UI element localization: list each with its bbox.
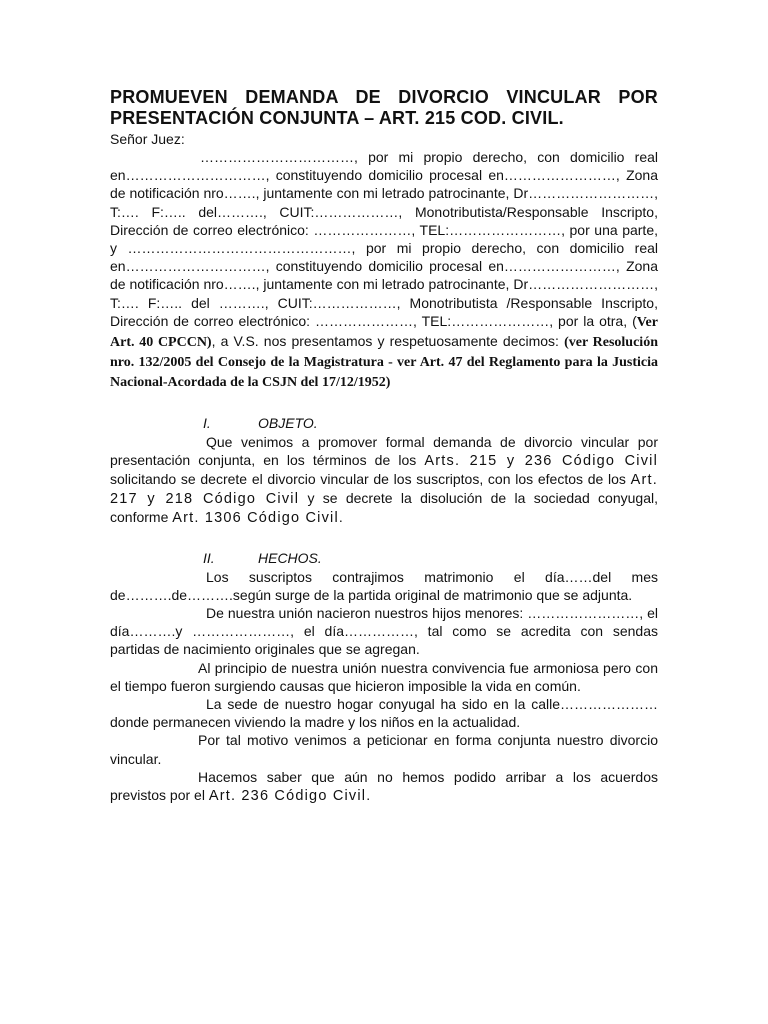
salutation: Señor Juez:	[110, 131, 185, 147]
document-page	[110, 87, 658, 805]
hechos-text-3: Al principio de nuestra unión nuestra convivencia fue armoniosa pero con el tiempo fueron surgiendo causas que hicieron imposible la vida en común.	[110, 659, 658, 694]
section-number: II.	[203, 549, 215, 566]
intro-ref-cpccn: Ver Art. 40 CPCCN)	[110, 314, 658, 351]
title-line-1: PROMUEVEN DEMANDA DE DIVORCIO VINCULAR POR	[110, 87, 658, 107]
document-title	[110, 87, 658, 129]
objeto-text-2: solicitando se decrete el divorcio vincular de los suscriptos, con los efectos de los	[110, 471, 631, 488]
hechos-paragraph-6	[110, 768, 658, 805]
objeto-text-1: Que venimos a promover formal demanda de divorcio vincular por presentación conjunta, en los términos de los	[110, 433, 658, 468]
hechos-paragraph-3	[110, 659, 658, 695]
intro-paragraph	[110, 148, 658, 393]
hechos-text-2: De nuestra unión nacieron nuestros hijos menores: ……………………, el día……….y …………………, el día……………, tal como se acredita con sendas partidas de nacimiento originales que se agregan.	[110, 605, 658, 658]
hechos-text-6-end: .	[366, 787, 371, 804]
intro-text-1: ……………………………, por mi propio derecho, con domicilio real en…………………………, constituyendo domicilio procesal en……………………, Zona de notificación nro……., juntamente con mi letrado patrocinante, Dr………………………, T:…. F:….. del………., CUIT:………………, Monotributista/Responsable Inscripto, Dirección de correo electrónico: …………………, TEL:……………………, por una parte, y …………………………………………, por mi propio derecho, con domicilio real en…………………………, constituyendo domicilio procesal en……………………, Zona de notificación nro……., juntamente con mi letrado patrocinante, Dr………………………, T:…. F:….. del ………., CUIT:………………, Monotributista /Responsable Inscripto, Dirección de correo electrónico: …………………, TEL:…………………, por la otra, (	[110, 149, 658, 329]
objeto-article-2: Art. 217 y 218 Código Civil	[110, 472, 658, 508]
intro-ref-resolucion: (ver Resolución nro. 132/2005 del Consejo de la Magistratura - ver Art. 47 del Reglamento para la Justicia Nacional-Acordada de la CSJN del 17/12/1952)	[110, 335, 658, 391]
hechos-text-4: La sede de nuestro hogar conyugal ha sido en la calle…………………donde permanecen viviendo la madre y los niños en la actualidad.	[110, 696, 658, 731]
section-hechos-heading	[110, 548, 658, 568]
objeto-article-3: Art. 1306 Código Civil	[172, 510, 339, 527]
hechos-paragraph-1	[110, 568, 658, 604]
hechos-paragraph-5	[110, 731, 658, 767]
intro-text-2: , a V.S. nos presentamos y respetuosamente decimos:	[211, 333, 565, 350]
section-title: HECHOS.	[258, 549, 322, 566]
hechos-text-1: Los suscriptos contrajimos matrimonio el día……del mes de……….de……….según surge de la partida original de matrimonio que se adjunta.	[110, 568, 658, 603]
section-objeto-heading	[110, 413, 658, 433]
objeto-text-4: .	[338, 509, 343, 526]
title-line-2: PRESENTACIÓN CONJUNTA – ART. 215 COD. CIVIL.	[110, 108, 564, 128]
objeto-text-3: y se decrete la disolución de la sociedad conyugal, conforme	[110, 490, 658, 526]
hechos-paragraph-2	[110, 604, 658, 659]
section-number: I.	[203, 414, 211, 431]
hechos-article: Art. 236 Código Civil	[208, 788, 367, 805]
objeto-paragraph	[110, 433, 658, 528]
hechos-text-5: Por tal motivo venimos a peticionar en forma conjunta nuestro divorcio vincular.	[110, 732, 658, 767]
section-title: OBJETO.	[258, 414, 318, 431]
objeto-article-1: Arts. 215 y 236 Código Civil	[424, 452, 658, 469]
hechos-text-6: Hacemos saber que aún no hemos podido arribar a los acuerdos previstos por el	[110, 768, 658, 804]
hechos-paragraph-4	[110, 695, 658, 731]
